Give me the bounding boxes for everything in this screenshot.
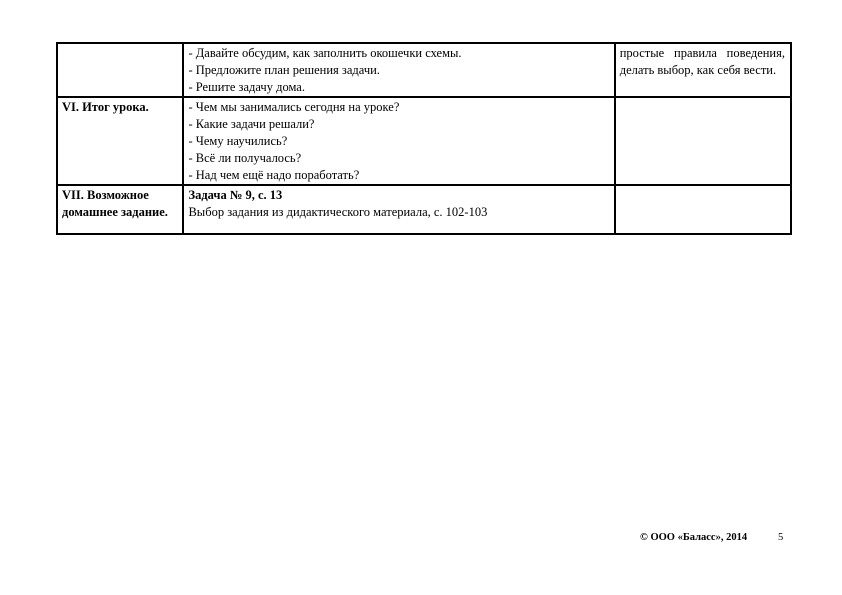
note-cell — [615, 185, 791, 234]
activity-cell — [183, 185, 614, 234]
activity-line: - Над чем ещё надо поработать? — [188, 168, 360, 182]
activity-line: - Какие задачи решали? — [188, 117, 315, 131]
stage-title: VI. Итог урока. — [62, 100, 149, 114]
activity-cell — [183, 97, 614, 185]
activity-line: - Решите задачу дома. — [188, 80, 305, 94]
stage-cell — [57, 43, 183, 97]
table-row — [57, 97, 791, 185]
task-title: Задача № 9, с. 13 — [188, 188, 283, 202]
stage-title: VII. Возможное домашнее задание. — [62, 188, 168, 219]
stage-cell — [57, 97, 183, 185]
page-number: 5 — [778, 532, 784, 543]
note-cell — [615, 97, 791, 185]
activity-line: - Чему научились? — [188, 134, 288, 148]
activity-line: - Предложите план решения задачи. — [188, 63, 380, 77]
activity-line: - Всё ли получалось? — [188, 151, 302, 165]
copyright: © ООО «Баласс», 2014 — [640, 532, 748, 543]
task-text: Выбор задания из дидактического материала, с. 102-103 — [188, 205, 488, 219]
lesson-plan-table — [56, 42, 792, 235]
note-cell: простые правила поведения, делать выбор, как себя вести. — [615, 43, 791, 97]
table-row — [57, 43, 791, 97]
stage-cell — [57, 185, 183, 234]
activity-cell — [183, 43, 614, 97]
activity-line: - Чем мы занимались сегодня на уроке? — [188, 100, 400, 114]
table-row — [57, 185, 791, 234]
activity-line: - Давайте обсудим, как заполнить окошечки схемы. — [188, 46, 462, 60]
